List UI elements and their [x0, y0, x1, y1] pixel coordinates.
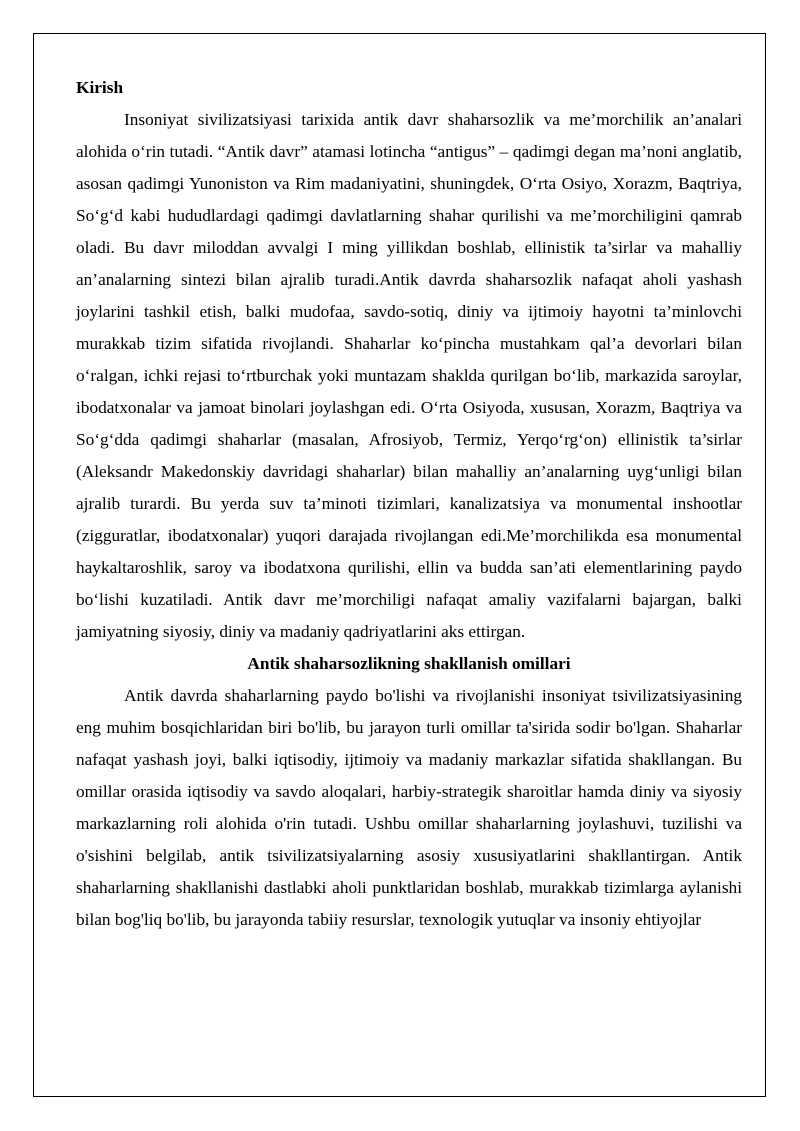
section-heading-kirish: Kirish	[76, 78, 124, 97]
document-body	[76, 72, 742, 936]
section-heading-formation-factors: Antik shaharsozlikning shakllanish omillari	[247, 654, 571, 673]
paragraph-introduction: Insoniyat sivilizatsiyasi tarixida antik davr shaharsozlik va me’morchilik an’analari alohida o‘rin tutadi. “Antik davr” atamasi lotincha “antigus” – qadimgi degan ma’noni anglatib, asosan qadimgi Yunoniston va Rim madaniyatini, shuningdek, O‘rta Osiyo, Xorazm, Baqtriya, So‘g‘d kabi hududlardagi qadimgi davlatlarning shahar qurilishi va me’morchiligini qamrab oladi. Bu davr miloddan avvalgi I ming yillikdan boshlab, ellinistik ta’sirlar va mahalliy an’analarning sintezi bilan ajralib turadi.Antik davrda shaharsozlik nafaqat aholi yashash joylarini tashkil etish, balki mudofaa, savdo-sotiq, diniy va ijtimoiy hayotni ta’minlovchi murakkab tizim sifatida rivojlandi. Shaharlar ko‘pincha mustahkam qal’a devorlari bilan o‘ralgan, ichki rejasi to‘rtburchak yoki muntazam shaklda qurilgan bo‘lib, markazida saroylar, ibodatxonalar va jamoat binolari joylashgan edi. O‘rta Osiyoda, xususan, Xorazm, Baqtriya va So‘g‘dda qadimgi shaharlar (masalan, Afrosiyob, Termiz, Yerqo‘rg‘on) ellinistik ta’sirlar (Aleksandr Makedonskiy davridagi shaharlar) bilan mahalliy an’analarning uyg‘unligi bilan ajralib turardi. Bu yerda suv ta’minoti tizimlari, kanalizatsiya va monumental inshootlar (zigguratlar, ibodatxonalar) yuqori darajada rivojlangan edi.Me’morchilikda esa monumental haykaltaroshlik, saroy va ibodatxona qurilishi, ellin va budda san’ati elementlarining paydo bo‘lishi kuzatiladi. Antik davr me’morchiligi nafaqat amaliy vazifalarni bajargan, balki jamiyatning siyosiy, diniy va madaniy qadriyatlarini aks ettirgan.	[76, 110, 742, 641]
paragraph-formation-factors: Antik davrda shaharlarning paydo bo'lishi va rivojlanishi insoniyat tsivilizatsiyasining eng muhim bosqichlaridan biri bo'lib, bu jarayon turli omillar ta'sirida sodir bo'lgan. Shaharlar nafaqat yashash joyi, balki iqtisodiy, ijtimoiy va madaniy markazlar sifatida shakllangan. Bu omillar orasida iqtisodiy va savdo aloqalari, harbiy-strategik sharoitlar hamda diniy va siyosiy markazlarning roli alohida o'rin tutadi. Ushbu omillar shaharlarning joylashuvi, tuzilishi va o'sishini belgilab, antik tsivilizatsiyalarning asosiy xususiyatlarini shakllantirgan. Antik shaharlarning shakllanishi dastlabki aholi punktlaridan boshlab, murakkab tizimlarga aylanishi bilan bog'liq bo'lib, bu jarayonda tabiiy resurslar, texnologik yutuqlar va insoniy ehtiyojlar	[76, 686, 742, 929]
